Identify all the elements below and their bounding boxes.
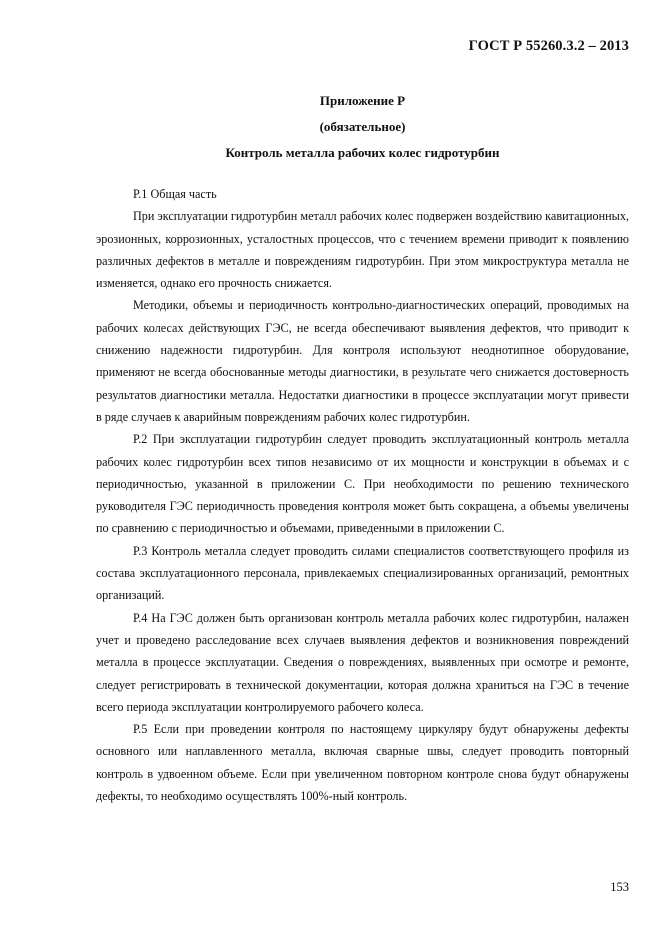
paragraph-p3: Р.3 Контроль металла следует проводить силами специалистов соответствующего профиля из состава эксплуатационного персонала, привлекаемых специализированных организаций, ремонтных организаций. [96,543,629,603]
paragraph-p5: Р.5 Если при проведении контроля по настоящему циркуляру будут обнаружены дефекты основного или наплавленного металла, включая сварные швы, следует проводить повторный контроль в удвоенном объеме. Если при увеличенном повторном контроле снова будут обнаружены дефекты, то необходимо осуществлять 100%-ный контроль. [96,722,629,804]
appendix-titles [96,88,629,166]
paragraph-p2: Р.2 При эксплуатации гидротурбин следует проводить эксплуатационный контроль металла рабочих колес гидротурбин всех типов независимо от их мощности и конструкции в объемах и с периодичностью, указанной в приложении С. При необходимости по решению технического руководителя ГЭС периодичность проведения контроля может быть сокращена, а объемы увеличены по сравнению с периодичностью и объемами, приведенными в приложении С. [96,432,629,536]
section-heading-p1: Р.1 Общая часть [133,187,217,201]
page-number: 153 [610,880,629,894]
appendix-status: (обязательное) [319,119,406,134]
paragraph: При эксплуатации гидротурбин металл рабочих колес подвержен воздействию кавитационных, эрозионных, коррозионных, усталостных процессов, что с течением времени приводит к появлению различных дефектов в металле и повреждениям гидротурбин. При этом микроструктура металла не изменяется, однако его прочность снижается. [96,209,629,291]
paragraph: Методики, объемы и периодичность контрольно-диагностических операций, проводимых на рабочих колесах действующих ГЭС, не всегда обеспечивают выявления дефектов, что приводит к снижению надежности гидротурбин. Для контроля используют неоднотипное оборудование, применяют не всегда обоснованные методы диагностики, в результате чего снижается достоверность результатов диагностики металла. Недостатки диагностики в процессе эксплуатации могут привести в ряде случаев к аварийным повреждениям рабочих колес гидротурбин. [96,298,629,424]
appendix-heading: Контроль металла рабочих колес гидротурбин [225,145,500,160]
document-body [96,183,629,807]
document-header: ГОСТ Р 55260.3.2 – 2013 [468,38,629,54]
paragraph-p4: Р.4 На ГЭС должен быть организован контроль металла рабочих колес гидротурбин, налажен учет и проведено расследование всех случаев выявления дефектов и возникновения повреждений металла в процессе эксплуатации. Сведения о повреждениях, выявленных при осмотре и ремонте, следует регистрировать в технической документации, которая должна храниться на ГЭС в течение всего периода эксплуатации контролируемого рабочего колеса. [96,610,629,714]
appendix-title: Приложение Р [319,93,406,108]
